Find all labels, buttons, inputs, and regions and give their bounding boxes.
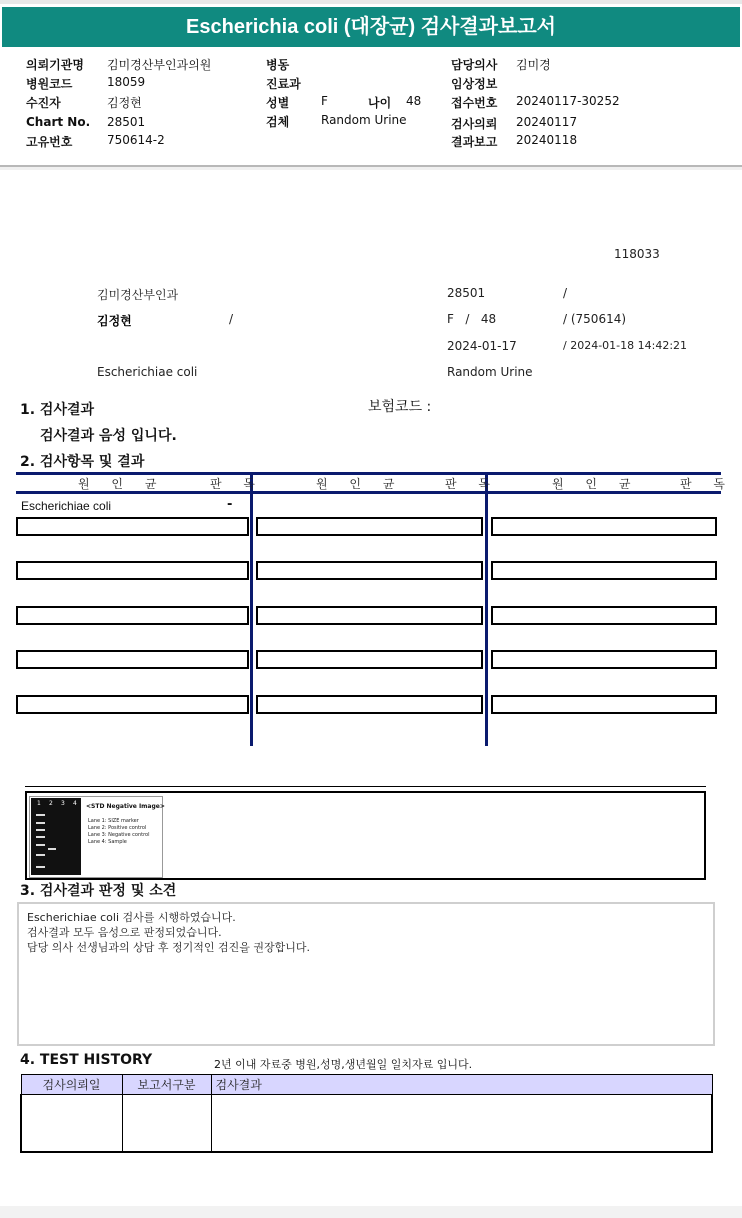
header-value: 20240117-30252 [516,94,620,108]
lane-number: 4 [73,800,77,807]
patient-name: 김정현 [97,314,132,328]
col-header-reading: 판 독 [210,477,264,491]
result-cell [16,695,249,714]
gel-band [36,814,45,816]
history-cell [21,1095,122,1153]
gel-legend [88,818,150,846]
result-cell [491,561,717,580]
result-cell [256,561,483,580]
remarks-box [17,902,715,1046]
header-label: 병원코드 [26,77,73,91]
section2-title: 2. 검사항목 및 결과 [20,454,145,470]
result-cell [16,517,249,536]
section3-title: 3. 검사결과 판정 및 소견 [20,883,177,899]
history-table [20,1074,713,1153]
header-label: 검사의뢰 [451,117,498,131]
history-cell [211,1095,712,1153]
header-col1-row [26,133,72,150]
gel-legend-item: Lane 4: Sample [88,839,127,845]
col-header-organism: 원 인 균 [316,477,404,491]
result-cell [491,650,717,669]
header-value: 김미경산부인과의원 [107,58,212,72]
gel-image [29,796,163,878]
header-label: 수진자 [26,96,61,110]
remark-line: 검사결과 모두 음성으로 판정되었습니다. [27,926,222,939]
test-name: Escherichiae coli [97,365,198,379]
result-cell [491,606,717,625]
history-header-cell: 검사결과 [211,1075,712,1095]
gel-legend-item: Lane 3: Negative control [88,832,150,838]
grid-col-divider [485,472,488,746]
gel-legend-item: Lane 1: SIZE marker [88,818,139,824]
request-date: 2024-01-17 [447,339,517,353]
result-summary: 검사결과 음성 입니다. [40,428,177,444]
header-value: 48 [406,94,422,108]
result-cell [256,517,483,536]
header-value: 김정현 [107,96,142,110]
gel-band [48,848,56,850]
top-border [0,0,742,4]
header-col1-row [26,115,90,129]
result-cell [16,650,249,669]
header-label: Chart No. [26,115,91,129]
header-value: 750614-2 [107,133,165,147]
header-label: 담당의사 [451,58,498,72]
header-label: 병동 [266,58,290,72]
report-datetime: / 2024-01-18 14:42:21 [563,339,688,352]
section4-title: 4. TEST HISTORY [20,1052,153,1068]
history-header-cell: 검사의뢰일 [21,1075,122,1095]
lane-number: 1 [37,800,41,807]
header-label: 임상정보 [451,77,498,91]
chart-number: 28501 [447,286,486,300]
col-header-reading: 판 독 [680,477,734,491]
col-header-organism: 원 인 균 [78,477,166,491]
history-header-cell: 보고서구분 [122,1075,211,1095]
gel-band [36,854,45,856]
header-col1-row [26,94,61,111]
result-cell [491,695,717,714]
gel-divider [25,786,706,787]
header-label: 검체 [266,115,290,129]
header-label: 진료과 [266,77,301,91]
birth-date: / (750614) [563,312,627,326]
header-label: 고유번호 [26,135,73,149]
result-cell [16,606,249,625]
gel-legend-item: Lane 2: Positive control [88,825,147,831]
remark-line: 담당 의사 선생님과의 상담 후 정기적인 검진을 권장합니다. [27,941,310,954]
header-col1-row [26,75,72,92]
header-value: 28501 [107,115,146,129]
header-value: 18059 [107,75,146,89]
result-reading: - [227,497,233,512]
sex-age: F / 48 [447,312,497,326]
result-cell [256,606,483,625]
gel-band [36,829,45,831]
gel-band [36,822,45,824]
result-cell [256,695,483,714]
result-cell [256,650,483,669]
section1-title: 1. 검사결과 [20,402,95,418]
col-header-organism: 원 인 균 [552,477,640,491]
header-label: 성별 [266,96,290,110]
header-label: 접수번호 [451,96,498,110]
gel-lanes [31,798,81,875]
header-value: 20240118 [516,133,578,147]
header-value: Random Urine [321,113,407,127]
col-header-reading: 판 독 [445,477,499,491]
separator-slash: / [229,312,234,326]
header-label: 결과보고 [451,135,498,149]
gel-band [36,866,45,868]
history-row [21,1095,712,1153]
separator-slash: / [563,286,568,300]
insurance-code-label: 보험코드 : [368,399,432,415]
report-code: 118033 [614,247,660,261]
lane-number: 3 [61,800,65,807]
history-cell [122,1095,211,1153]
header-label: 나이 [368,96,392,110]
result-organism: Escherichiae coli [21,499,112,513]
lane-number: 2 [49,800,53,807]
header-value: 20240117 [516,115,578,129]
gel-title: <STD Negative Image> [86,803,165,810]
gel-band [36,844,45,846]
history-note: 2년 이내 자료중 병원,성명,생년월일 일치자료 입니다. [214,1058,473,1071]
result-cell [491,517,717,536]
header-value: F [321,94,328,108]
header-value: 김미경 [516,58,551,72]
header-divider-shadow [0,167,742,170]
header-label: 의뢰기관명 [26,58,84,72]
header-col1-row [26,56,84,73]
grid-col-divider [250,472,253,746]
history-header-row [21,1075,712,1095]
result-cell [16,561,249,580]
bottom-border [0,1206,742,1218]
remark-line: Escherichiae coli 검사를 시행하였습니다. [27,911,236,924]
report-title: Escherichia coli (대장균) 검사결과보고서 [2,7,740,47]
specimen-type: Random Urine [447,365,533,379]
gel-band [36,836,45,838]
hospital-name: 김미경산부인과 [97,288,179,302]
